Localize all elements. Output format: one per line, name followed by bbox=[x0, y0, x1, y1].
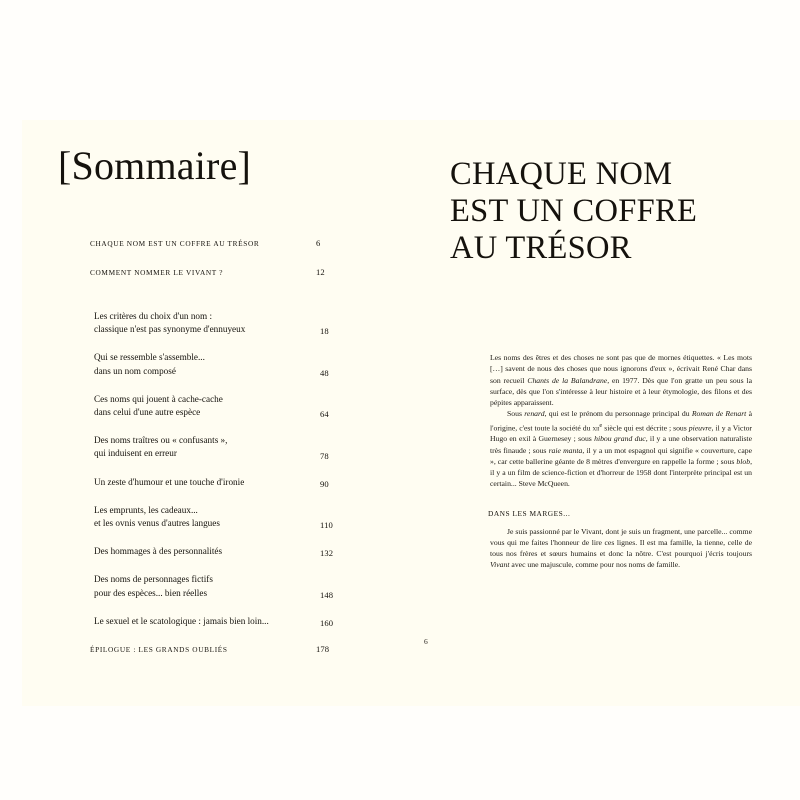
marges-italic-vivant: Vivant bbox=[490, 560, 510, 570]
toc-chapter-page: 148 bbox=[320, 589, 334, 600]
toc-chapter-line1: Des noms de personnages fictifs bbox=[94, 574, 213, 585]
toc-epilogue-row[interactable] bbox=[90, 644, 350, 654]
p2-century-numeral: xii bbox=[592, 423, 600, 433]
toc-chapter-line1: Ces noms qui jouent à cache-cache bbox=[94, 393, 223, 404]
toc-chapter-row[interactable] bbox=[94, 476, 354, 489]
toc-part-label: CHAQUE NOM EST UN COFFRE AU TRÉSOR bbox=[90, 239, 260, 248]
p2-part-f: , il y a une observation naturaliste très finaude ; sous bbox=[490, 434, 752, 455]
toc-chapter-row[interactable] bbox=[94, 393, 354, 419]
toc-chapter-line1: Des hommages à des personnalités bbox=[94, 546, 223, 557]
p2-italic-raie-manta: raie manta bbox=[548, 445, 583, 455]
p2-part-a: Sous bbox=[507, 409, 525, 419]
toc-chapter-line2: pour des espèces... bien réelles bbox=[94, 587, 208, 598]
p2-italic-renard: renard bbox=[524, 409, 545, 419]
book-spread bbox=[22, 120, 800, 706]
toc-chapter-label bbox=[94, 393, 320, 419]
toc-chapter-row[interactable] bbox=[94, 310, 354, 336]
toc-chapter-row[interactable] bbox=[94, 615, 354, 628]
toc-chapter-row[interactable] bbox=[94, 545, 354, 558]
p1-part-b: , en 1977. Dès que l'on gratte un peu sous la surface, dès que l'on s'intéresse à leur histoire et à leur étymologie, des filons et des pépites apparaissent. bbox=[490, 375, 752, 407]
right-page bbox=[422, 120, 800, 706]
sidebar-body bbox=[490, 526, 752, 571]
toc-chapter-label bbox=[94, 615, 320, 628]
toc-chapter-page: 90 bbox=[320, 478, 329, 489]
toc-chapter-line1: Des noms traîtres ou « confusants », bbox=[94, 435, 228, 446]
toc-chapter-row[interactable] bbox=[94, 434, 354, 460]
toc-chapter-line2: dans un nom composé bbox=[94, 365, 176, 376]
chapter-title-line-2: EST UN COFFRE bbox=[450, 193, 698, 229]
toc-chapter-line1: Le sexuel et le scatologique : jamais bien loin... bbox=[94, 615, 269, 626]
marges-paragraph bbox=[490, 526, 752, 571]
toc-chapter-line1: Les critères du choix d'un nom : bbox=[94, 311, 213, 321]
p2-part-g: , il y a un mot espagnol qui signifie « couverture, cape », car cette ballerine géante de 8 mètres d'envergure en rappelle la forme ; sous bbox=[490, 445, 752, 466]
toc-chapter-row[interactable] bbox=[94, 504, 354, 530]
p2-century-suffix: e bbox=[599, 421, 603, 429]
p2-italic-roman-de-renart: Roman de Renart bbox=[691, 409, 747, 419]
p2-part-c: à l'origine, c'est toute la société du bbox=[490, 409, 752, 433]
toc-chapter-line2: dans celui d'une autre espèce bbox=[94, 407, 201, 418]
p2-part-d: siècle qui est décrite ; sous bbox=[602, 423, 689, 433]
toc-chapter-label bbox=[94, 434, 320, 460]
toc-epilogue-label: ÉPILOGUE : LES GRANDS OUBLIÉS bbox=[90, 645, 228, 655]
toc-chapter-label bbox=[94, 310, 320, 336]
toc-chapter-page: 48 bbox=[320, 367, 329, 378]
toc-chapter-line1: Qui se ressemble s'assemble... bbox=[94, 352, 205, 363]
toc-part-page: 6 bbox=[316, 238, 321, 248]
page-title-sommaire: [Sommaire] bbox=[58, 143, 252, 188]
toc-chapter-label bbox=[94, 351, 320, 377]
toc-chapter-page: 64 bbox=[320, 409, 329, 420]
toc-chapter-line1: Les emprunts, les cadeaux... bbox=[94, 504, 198, 515]
toc-chapter-page: 160 bbox=[320, 618, 334, 629]
toc-chapter-line1: Un zeste d'humour et une touche d'ironie bbox=[94, 476, 245, 487]
table-of-contents bbox=[90, 238, 354, 655]
marges-part-a: Je suis passionné par le Vivant, dont je suis un fragment, une parcelle... comme vous qui me faites l'honneur de lire ces lignes. Il est ma famille, la tienne, celle de tous nos frères et sœurs humains et donc la nôtre. C'est pourquoi j'écris toujours bbox=[490, 526, 752, 559]
body-paragraph-1 bbox=[490, 352, 752, 408]
toc-chapter-label bbox=[94, 573, 320, 599]
p2-italic-blob: blob bbox=[736, 456, 751, 466]
toc-chapter-page: 18 bbox=[320, 326, 329, 337]
p2-part-b: , qui est le prénom du personnage principal du bbox=[544, 409, 692, 419]
toc-chapter-row[interactable] bbox=[94, 573, 354, 599]
toc-chapter-line2: qui induisent en erreur bbox=[94, 448, 177, 459]
toc-chapter-page: 78 bbox=[320, 450, 329, 461]
toc-part-label: COMMENT NOMMER LE VIVANT ? bbox=[90, 268, 224, 277]
sidebar-heading-dans-les-marges: DANS LES MARGES... bbox=[488, 508, 571, 518]
toc-spacer bbox=[94, 296, 354, 310]
toc-part-page: 12 bbox=[316, 267, 325, 277]
toc-chapter-page: 110 bbox=[320, 520, 333, 531]
toc-chapter-row[interactable] bbox=[94, 351, 354, 377]
toc-chapter-line2: et les ovnis venus d'autres langues bbox=[94, 518, 220, 529]
toc-epilogue-page: 178 bbox=[316, 644, 330, 655]
toc-chapter-page: 132 bbox=[320, 548, 334, 559]
toc-chapter-label bbox=[94, 504, 320, 530]
left-page bbox=[22, 120, 422, 706]
body-text-column bbox=[490, 352, 752, 571]
p1-part-a: Les noms des êtres et des choses ne sont pas que de mornes étiquettes. « Les mots […] savent de nous des choses que nous ignorons d'eux », écrivait René Char dans son recueil bbox=[490, 353, 752, 385]
chapter-title-line-3: AU TRÉSOR bbox=[450, 230, 632, 266]
toc-part-row[interactable] bbox=[90, 238, 350, 248]
p2-part-h: , il y a un film de science-fiction et d'horreur de 1958 dont l'interprète principal est un certain... Steve McQueen. bbox=[490, 456, 752, 489]
toc-chapter-label bbox=[94, 545, 320, 558]
p2-italic-hibou-grand-duc: hibou grand duc bbox=[594, 434, 646, 444]
toc-chapter-line2: classique n'est pas synonyme d'ennuyeux bbox=[94, 324, 246, 335]
toc-part-row[interactable] bbox=[90, 267, 350, 277]
p2-part-e: , il y a Victor Hugo en exil à Guernesey ; sous bbox=[490, 423, 752, 444]
chapter-title-line-1: CHAQUE NOM bbox=[450, 156, 673, 192]
toc-chapter-label bbox=[94, 476, 320, 489]
marges-part-b: avec une majuscule, comme pour nos noms de famille. bbox=[509, 560, 681, 570]
body-paragraph-2 bbox=[490, 408, 752, 489]
p1-title-italic: Chants de la Balandrane bbox=[527, 375, 608, 385]
p2-italic-pieuvre: pieuvre bbox=[688, 423, 712, 433]
folio-page-number: 6 bbox=[424, 637, 428, 646]
chapter-title bbox=[450, 156, 780, 267]
